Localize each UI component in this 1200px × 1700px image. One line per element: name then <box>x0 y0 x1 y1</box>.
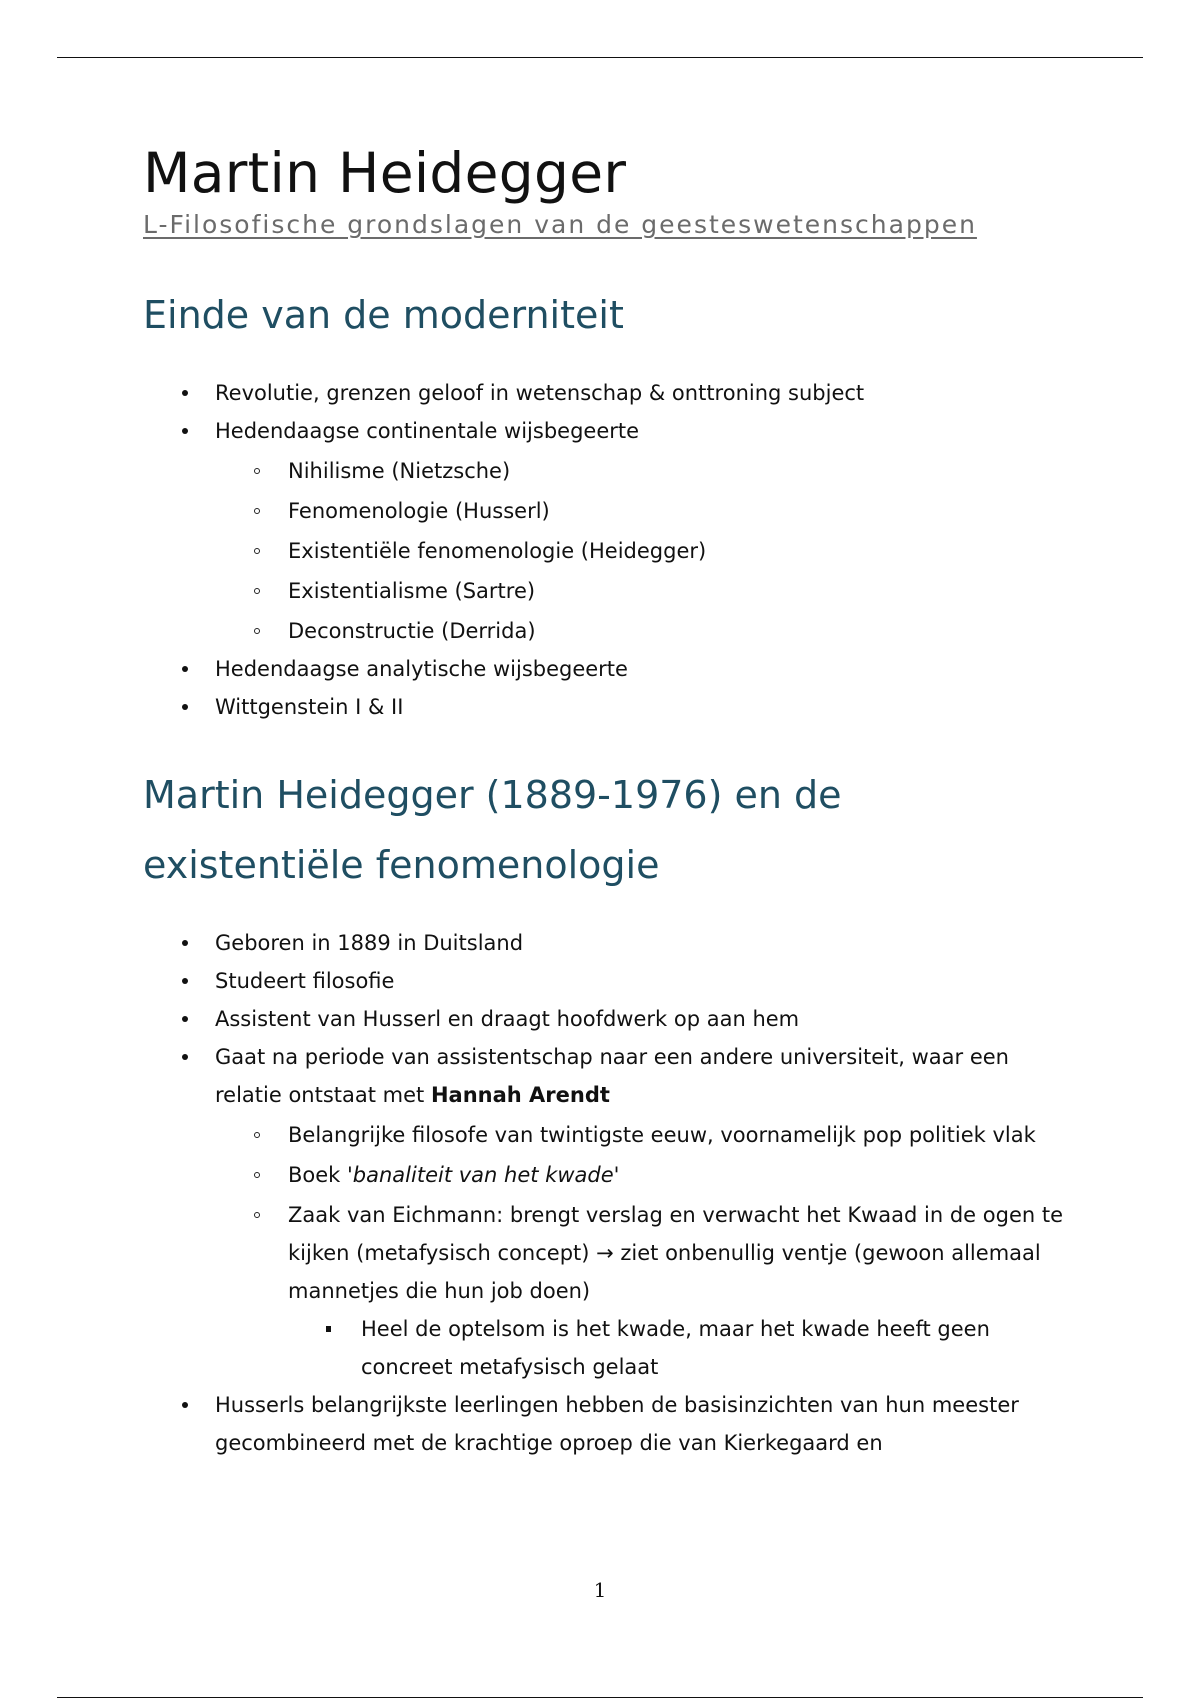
section-heading-heidegger: Martin Heidegger (1889-1976) en de existentiële fenomenologie <box>143 773 842 887</box>
footer-rule <box>57 1697 1143 1698</box>
sub-sub-bullet-list <box>288 1310 1063 1386</box>
hannah-arendt-name: Hannah Arendt <box>430 1083 610 1107</box>
list-item: Husserls belangrijkste leerlingen hebben de basisinzichten van hun meester gecombineerd met de krachtige oproep die van Kierkegaard en <box>143 1386 1063 1462</box>
sub-bullet-list <box>215 1116 1063 1386</box>
list-item: Revolutie, grenzen geloof in wetenschap & onttroning subject <box>143 374 1063 412</box>
list-item: Geboren in 1889 in Duitsland <box>143 924 1063 962</box>
bullet-list <box>143 924 1063 1462</box>
header-rule <box>57 57 1143 58</box>
sub-list-item: Zaak van Eichmann: brengt verslag en verwacht het Kwaad in de ogen te kijken (metafysisch concept) → ziet onbenullig ventje (gewoon allemaal mannetjes die hun job doen) Heel de optelsom is het kwade, maar het kwade heeft geen concreet metafysisch gelaat <box>143 1196 1063 1386</box>
list-item: Wittgenstein I & II <box>143 688 1063 726</box>
document-page <box>143 138 1063 1462</box>
list-item: Studeert filosofie <box>143 962 1063 1000</box>
sub-list-item: Fenomenologie (Husserl) <box>143 492 1063 530</box>
page-number: 1 <box>593 1578 607 1602</box>
bullet-list <box>143 374 1063 726</box>
list-item: Gaat na periode van assistentschap naar een andere universiteit, waar een relatie ontstaat met Hannah Arendt Belangrijke filosofe van twintigste eeuw, voornamelijk pop politiek vlak Boek 'banaliteit van het kwade' Zaak van Eichmann: brengt verslag en verwacht het Kwaad in de ogen te kijken (metafysisch concept) → ziet onbenullig ventje (gewoon allemaal mannetjes die hun job doen) Heel de optelsom is het kwade, maar het kwade heeft geen concreet metafysisch gelaat <box>143 1038 1063 1386</box>
sub-list-item: Existentiële fenomenologie (Heidegger) <box>143 532 1063 570</box>
sub-list-item: Belangrijke filosofe van twintigste eeuw, voornamelijk pop politiek vlak <box>143 1116 1063 1154</box>
document-subtitle: L-Filosofische grondslagen van de geesteswetenschappen <box>143 210 977 239</box>
sub-list-item: Deconstructie (Derrida) <box>143 612 1063 650</box>
list-item: Hedendaagse continentale wijsbegeerte Nihilisme (Nietzsche) Fenomenologie (Husserl) Existentiële fenomenologie (Heidegger) Existentialisme (Sartre) Deconstructie (Derrida) <box>143 412 1063 650</box>
list-item: Hedendaagse analytische wijsbegeerte <box>143 650 1063 688</box>
sub-list-item: Existentialisme (Sartre) <box>143 572 1063 610</box>
section-heading-einde: Einde van de moderniteit <box>143 293 624 337</box>
document-title: Martin Heidegger <box>143 141 627 205</box>
book-title: banaliteit van het kwade <box>352 1163 614 1187</box>
list-item: Assistent van Husserl en draagt hoofdwerk op aan hem <box>143 1000 1063 1038</box>
sub-bullet-list <box>215 452 1063 650</box>
sub-list-item: Nihilisme (Nietzsche) <box>143 452 1063 490</box>
sub-sub-list-item: Heel de optelsom is het kwade, maar het kwade heeft geen concreet metafysisch gelaat <box>143 1310 1063 1386</box>
sub-list-item: Boek 'banaliteit van het kwade' <box>143 1156 1063 1194</box>
